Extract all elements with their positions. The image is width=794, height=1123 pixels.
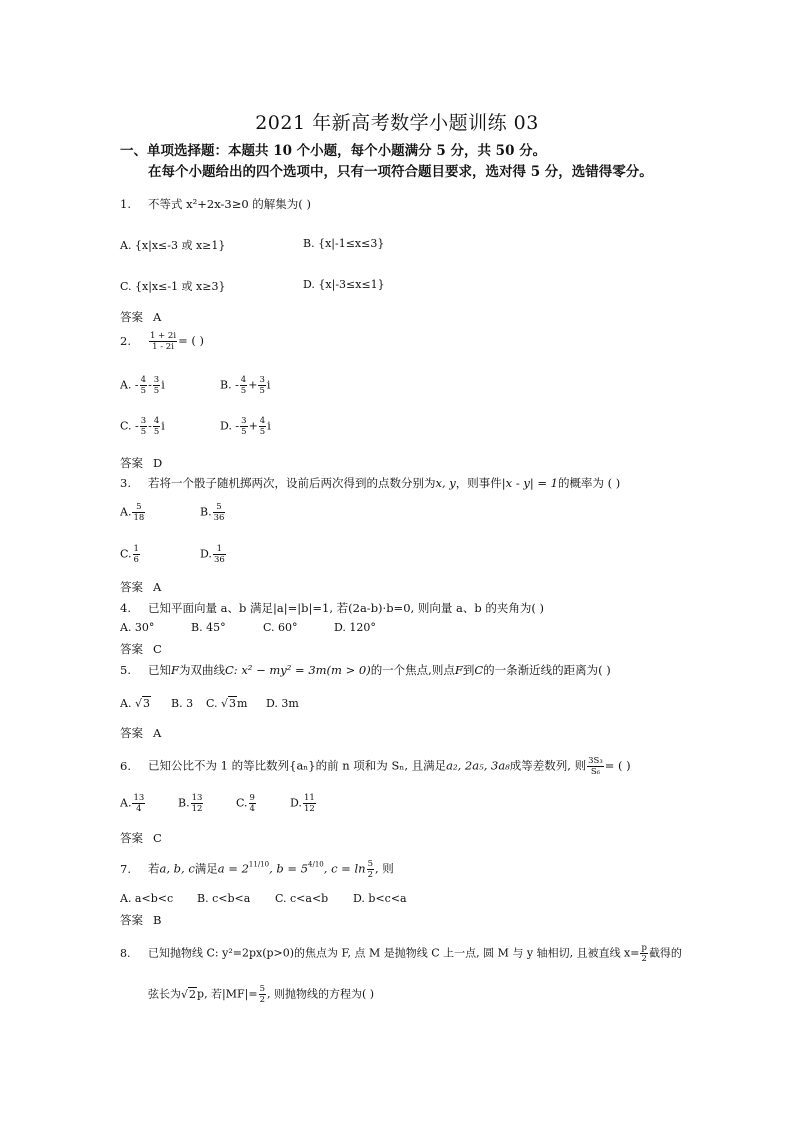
section-heading: 一、单项选择题：本题共 10 个小题，每个小题满分 5 分，共 50 分。 xyxy=(120,143,547,159)
answer-label: 答案 xyxy=(120,913,143,927)
q6-option-b: B. $\frac{13}{12}$ xyxy=(178,793,203,814)
section-instruction: 在每个小题给出的四个选项中，只有一项符合题目要求，选对得 5 分，选错得零分。 xyxy=(148,164,653,180)
q4-option-b: B. 45° xyxy=(191,621,226,634)
q5-option-d: D. 3m xyxy=(266,697,299,710)
q1-option-c: C. {x|x≤-1 或 x≥3} xyxy=(120,280,226,293)
question-8: 8. 已知抛物线 C: y²=2px(p>0)的焦点为 F, 点 M 是抛物线 C 上一点, 圆 M 与 y 轴相切, 且被直线 x= $\frac{p}{2}$ 截得的 xyxy=(120,943,682,964)
q1-answer xyxy=(120,309,161,325)
q3-option-c: C. $\frac{1}{6}$ xyxy=(120,544,139,565)
q5-option-a: A. √3 xyxy=(120,697,150,710)
question-fraction: $\frac{1 + 2i}{1 - 2i}$ xyxy=(150,331,177,352)
q6-answer xyxy=(120,830,162,846)
question-number: 3. xyxy=(120,476,131,490)
answer-value: A xyxy=(153,580,162,594)
question-3: 3. 若将一个骰子随机掷两次，设前后两次得到的点数分别为x, y，则事件|x - y| = 1的概率为 ( ) xyxy=(120,476,621,490)
q4-option-d: D. 120° xyxy=(334,621,376,634)
q4-answer xyxy=(120,641,162,657)
q7-answer xyxy=(120,912,161,928)
q3-option-d: D. $\frac{1}{36}$ xyxy=(200,544,225,565)
answer-label: 答案 xyxy=(120,831,143,845)
q5-option-b: B. 3 xyxy=(171,697,194,710)
question-7: 7. 若a, b, c满足$a = 2^{11/10}$, $b = 5^{4/10}$, c = ln $\frac{5}{2}$ , 则 xyxy=(120,859,394,880)
answer-label: 答案 xyxy=(120,642,143,656)
q4-option-a: A. 30° xyxy=(120,621,155,634)
answer-value: C xyxy=(153,831,162,845)
q1-option-d: D. {x|-3≤x≤1} xyxy=(303,278,385,291)
answer-value: C xyxy=(153,642,162,656)
q6-option-d: D. $\frac{11}{12}$ xyxy=(290,793,315,814)
answer-value: B xyxy=(153,913,162,927)
q7-option-a: A. a<b<c xyxy=(120,892,174,905)
question-text: 不等式 x²+2x-3≥0 的解集为( ) xyxy=(148,197,311,211)
q1-option-a: A. {x|x≤-3 或 x≥1} xyxy=(120,239,226,252)
q3-option-b: B. $\frac{5}{36}$ xyxy=(200,502,225,523)
question-number: 7. xyxy=(120,861,131,876)
q6-option-a: A. $\frac{13}{4}$ xyxy=(120,793,145,814)
q2-option-b: B. - $\frac{4}{5}$ + $\frac{3}{5}$ i xyxy=(220,375,271,396)
q4-option-c: C. 60° xyxy=(263,621,298,634)
question-number: 2. xyxy=(120,333,131,348)
q7-option-b: B. c<b<a xyxy=(197,892,251,905)
answer-value: D xyxy=(153,456,163,470)
question-text: 已知平面向量 a、b 满足|a|=|b|=1, 若(2a-b)·b=0, 则向量 a、b 的夹角为( ) xyxy=(148,601,544,615)
question-8-line-2: 弦长为√2p, 若|MF|= $\frac{5}{2}$ , 则抛物线的方程为( ) xyxy=(148,984,375,1005)
question-4 xyxy=(120,600,544,616)
q5-answer xyxy=(120,725,161,741)
q3-answer xyxy=(120,579,161,595)
answer-value: A xyxy=(153,726,162,740)
answer-label: 答案 xyxy=(120,726,143,740)
question-number: 4. xyxy=(120,601,131,615)
question-5: 5. 已知F为双曲线C: x² − my² = 3m(m > 0)的一个焦点,则点F到C的一条渐近线的距离为( ) xyxy=(120,663,611,677)
q5-option-c: C. √3m xyxy=(206,697,248,710)
question-2 xyxy=(120,331,204,352)
question-number: 6. xyxy=(120,758,131,773)
q7-option-c: C. c<a<b xyxy=(275,892,329,905)
q3-option-a: A. $\frac{5}{18}$ xyxy=(120,502,145,523)
question-number: 5. xyxy=(120,663,131,677)
page-title: 2021 年新高考数学小题训练 03 xyxy=(255,112,539,134)
question-tail: = ( ) xyxy=(178,333,204,348)
q6-option-c: C. $\frac{9}{4}$ xyxy=(236,793,255,814)
question-6: 6. 已知公比不为 1 的等比数列{aₙ}的前 n 项和为 Sₙ, 且满足a₂, 2a₅, 3a₈成等差数列, 则 $\frac{\text{3S₃}}{\text{S₆}}$ = ( ) xyxy=(120,756,631,777)
answer-value: A xyxy=(153,310,162,324)
q2-answer xyxy=(120,455,162,471)
q1-option-b: B. {x|-1≤x≤3} xyxy=(303,237,385,250)
question-number: 1. xyxy=(120,197,131,211)
q2-option-d: D. - $\frac{3}{5}$ + $\frac{4}{5}$ i xyxy=(220,416,271,437)
answer-label: 答案 xyxy=(120,580,143,594)
question-1 xyxy=(120,196,311,212)
q2-option-c: C. - $\frac{3}{5}$ - $\frac{4}{5}$ i xyxy=(120,416,165,437)
answer-label: 答案 xyxy=(120,456,143,470)
answer-label: 答案 xyxy=(120,310,143,324)
q7-option-d: D. b<c<a xyxy=(353,892,407,905)
question-number: 8. xyxy=(120,946,131,960)
q2-option-a: A. - $\frac{4}{5}$ - $\frac{3}{5}$ i xyxy=(120,375,165,396)
